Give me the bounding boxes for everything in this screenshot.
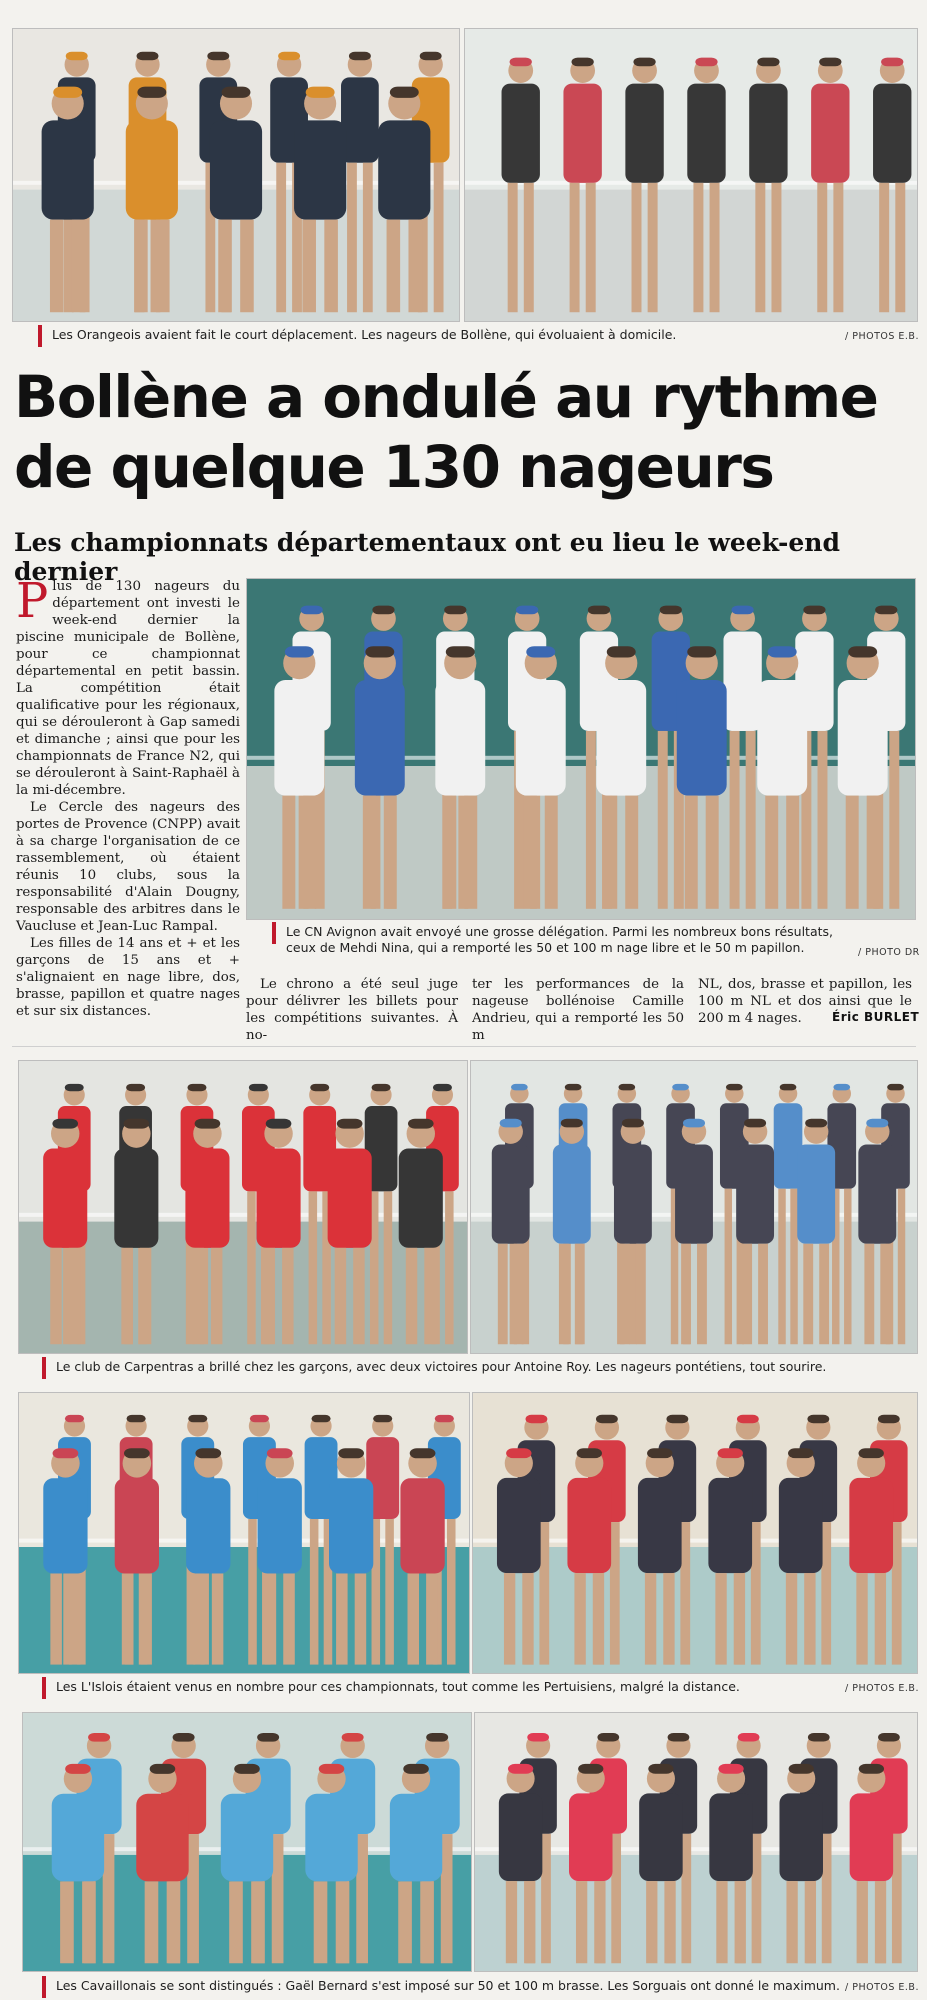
drop-cap: P [16, 573, 49, 629]
caption-bar [38, 325, 42, 347]
caption-text: Les Cavaillonais se sont distingués : Gaël Bernard s'est imposé sur 50 et 100 m brasse. Les Sorguais ont donné le maximum. [56, 1978, 840, 1993]
article-column-1 [16, 573, 240, 1020]
photo-pontetiens [470, 1060, 918, 1354]
photo-lislois [18, 1392, 470, 1674]
photo-image [471, 1061, 917, 1353]
photo-image [19, 1393, 469, 1673]
caption-row-3 [42, 1359, 916, 1375]
photo-carpentras [18, 1060, 468, 1354]
photo-credit: / PHOTOS E.B. [845, 331, 919, 342]
photo-orangeois [12, 28, 460, 322]
caption-bar [272, 922, 276, 944]
section-divider [12, 1046, 916, 1047]
author-byline: Éric BURLET [832, 1010, 920, 1024]
paragraph-categories: Les filles de 14 ans et + et les garçons de 15 ans et + s'alignaient en nage libre, dos, brasse, papillon et quatre nages et sur six distances. [16, 936, 240, 1019]
caption-bar [42, 1677, 46, 1699]
paragraph-chrono: Le chrono a été seul juge pour délivrer les billets pour les compétitions suivantes. À no- [246, 977, 458, 1043]
caption-row-4 [42, 1679, 816, 1695]
subheadline: Les championnats départementaux ont eu lieu le week-end dernier [14, 528, 840, 586]
photo-image [465, 29, 917, 321]
photo-pertuisiens [472, 1392, 918, 1674]
photo-sorguais [474, 1712, 918, 1972]
photo-credit: / PHOTOS E.B. [845, 1982, 919, 1993]
photo-cn-avignon [246, 578, 916, 920]
caption-bar [42, 1976, 46, 1998]
photo-image [13, 29, 459, 321]
paragraph-cnpp: Le Cercle des nageurs des portes de Provence (CNPP) avait à sa charge l'organisation de ce rassemblement, où étaient réunis 10 clubs, sous la responsabilité d'Alain Dougny, responsable des arbitres dans le Vaucluse et Jean-Luc Rampal. [16, 800, 240, 934]
photo-cavaillonais [22, 1712, 472, 1972]
article-column-3 [472, 976, 684, 1044]
photo-image [475, 1713, 917, 1971]
photo-bollene [464, 28, 918, 322]
caption-avignon [272, 924, 866, 956]
photo-image [19, 1061, 467, 1353]
caption-row-1 [38, 327, 812, 343]
caption-text: Le club de Carpentras a brillé chez les garçons, avec deux victoires pour Antoine Roy. Les nageurs pontétiens, tout sourire. [56, 1359, 827, 1374]
article-column-2 [246, 976, 458, 1044]
photo-credit: / PHOTO DR [858, 947, 920, 958]
headline: Bollène a ondulé au rythme de quelque 130 nageurs [14, 363, 878, 501]
paragraph-performance: ter les performances de la nageuse bollénoise Camille Andrieu, qui a remporté les 50 m [472, 977, 684, 1043]
paragraph-results: NL, dos, brasse et papillon, les 100 m NL et dos ainsi que le 200 m 4 nages. [698, 977, 912, 1026]
paragraph-lead: Plus de 130 nageurs du département ont investi le week-end dernier la piscine municipale de Bollène, pour ce championnat départemental en petit bassin. La compétition était qualificative pour les régionaux, qui se dérouleront à Gap samedi et dimanche ; ainsi que pour les championnats de France N2, qui se dérouleront à Saint-Raphaël à la mi-décembre. [16, 573, 240, 798]
caption-bar [42, 1357, 46, 1379]
caption-text: Les L'Islois étaient venus en nombre pour ces championnats, tout comme les Pertuisiens, malgré la distance. [56, 1679, 740, 1694]
caption-text: Les Orangeois avaient fait le court déplacement. Les nageurs de Bollène, qui évoluaient à domicile. [52, 327, 677, 342]
photo-image [473, 1393, 917, 1673]
photo-credit: / PHOTOS E.B. [845, 1683, 919, 1694]
caption-text: Le CN Avignon avait envoyé une grosse délégation. Parmi les nombreux bons résultats, ceux de Mehdi Nina, qui a remporté les 50 et 100 m nage libre et le 50 m papillon. [286, 924, 834, 955]
photo-image [247, 579, 915, 919]
caption-row-5 [42, 1978, 856, 1994]
photo-image [23, 1713, 471, 1971]
